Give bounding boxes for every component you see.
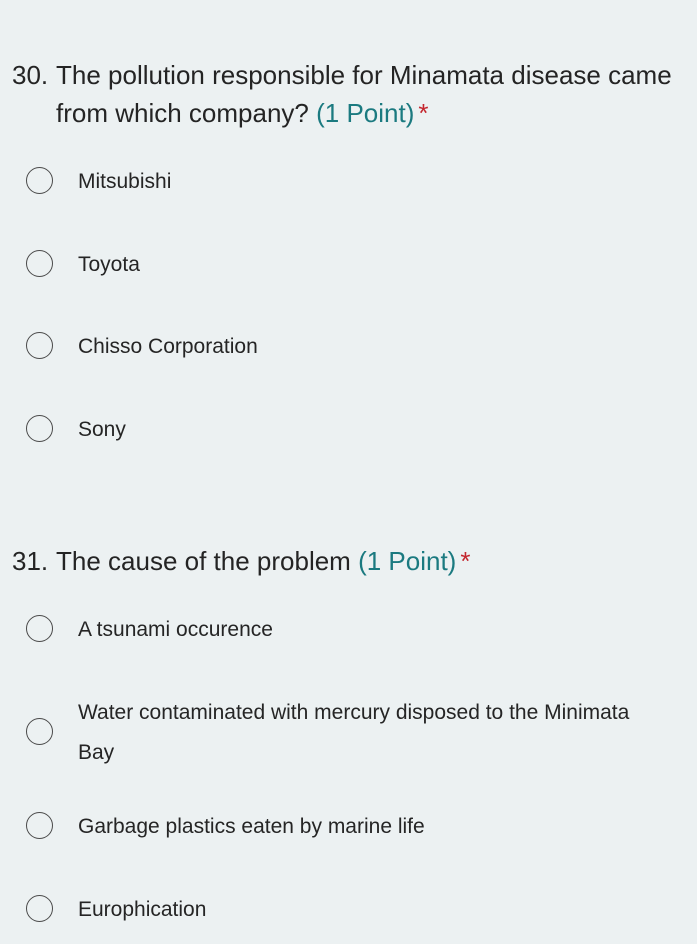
radio-button[interactable]	[26, 415, 53, 442]
question-number: 31.	[12, 546, 49, 576]
option-garbage-plastics[interactable]	[26, 809, 686, 845]
option-tsunami[interactable]	[26, 612, 686, 648]
option-label: Water contaminated with mercury disposed to the Minimata Bay	[78, 701, 630, 764]
question-text: The cause of the problem	[56, 546, 351, 576]
option-label: Europhication	[78, 898, 207, 921]
question-number: 30.	[12, 60, 49, 90]
option-sony[interactable]	[26, 412, 686, 448]
radio-button[interactable]	[26, 167, 53, 194]
required-marker: *	[460, 546, 471, 576]
option-chisso-corporation[interactable]	[26, 329, 686, 365]
radio-button[interactable]	[26, 250, 53, 277]
question-points: (1 Point)	[316, 98, 415, 128]
required-marker: *	[418, 98, 429, 128]
option-label: A tsunami occurence	[78, 618, 273, 641]
option-label: Chisso Corporation	[78, 335, 258, 358]
option-label: Sony	[78, 418, 126, 441]
question-text-block	[56, 542, 686, 580]
option-toyota[interactable]	[26, 247, 686, 283]
option-label: Garbage plastics eaten by marine life	[78, 815, 425, 838]
radio-button[interactable]	[26, 895, 53, 922]
option-mitsubishi[interactable]	[26, 164, 686, 200]
radio-button[interactable]	[26, 615, 53, 642]
radio-button[interactable]	[26, 332, 53, 359]
radio-button[interactable]	[26, 812, 53, 839]
option-label: Toyota	[78, 253, 140, 276]
question-points: (1 Point)	[358, 546, 457, 576]
question-text-block	[56, 56, 686, 132]
option-mercury-water[interactable]	[26, 695, 686, 771]
option-europhication[interactable]	[26, 892, 686, 928]
option-label: Mitsubishi	[78, 170, 172, 193]
question-text: The pollution responsible for Minamata disease came from which company?	[56, 60, 672, 128]
radio-button[interactable]	[26, 718, 53, 745]
